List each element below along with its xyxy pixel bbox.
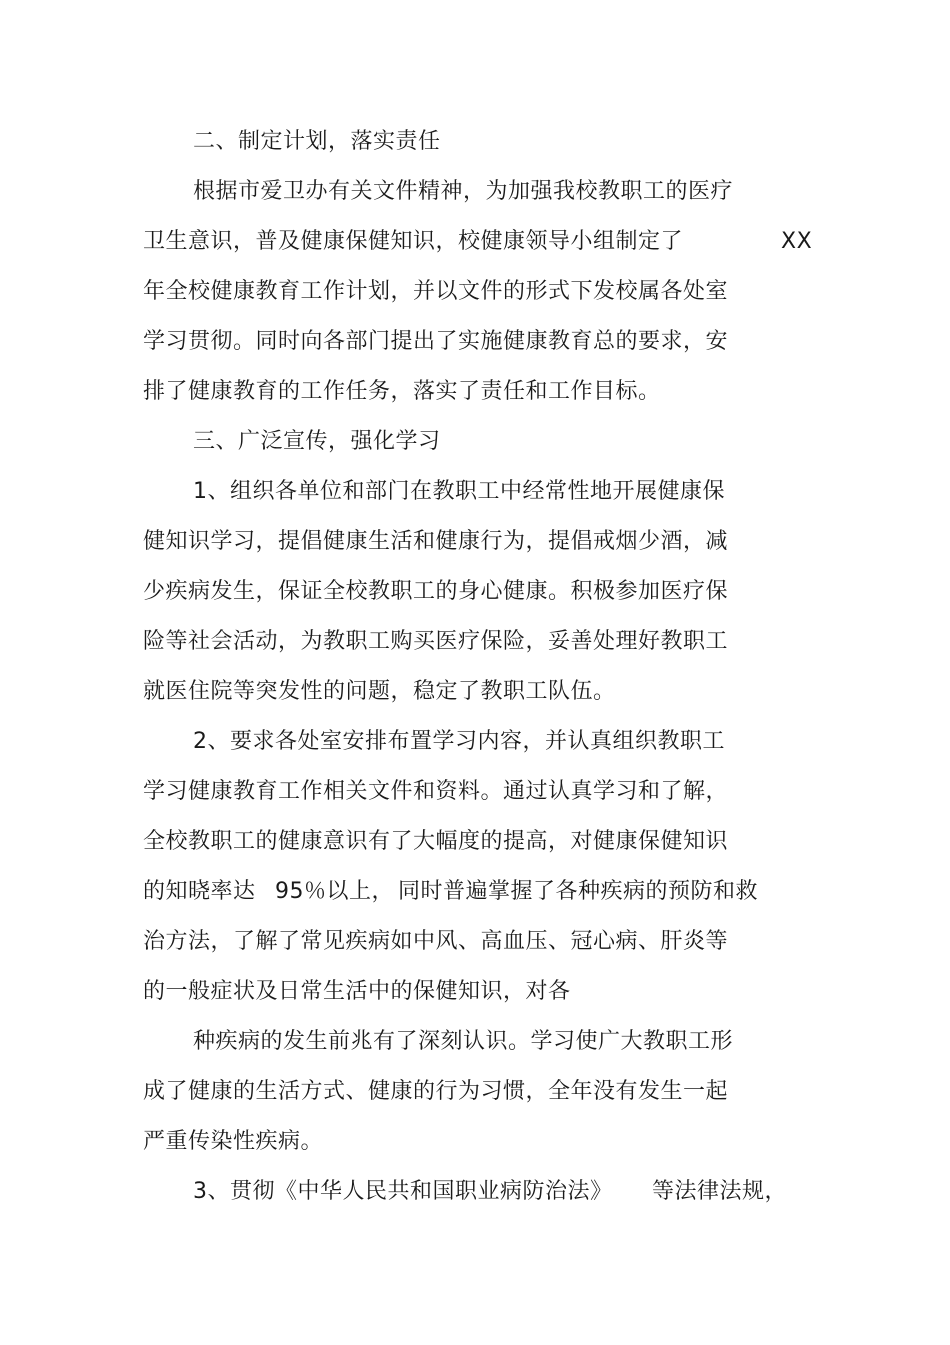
- paragraph-line: 少疾病发生，保证全校教职工的身心健康。积极参加医疗保: [143, 579, 729, 604]
- paragraph-line: 同时普遍掌握了各种疾病的预防和救: [398, 879, 759, 904]
- section-heading-3: 三、广泛宣传，强化学习: [193, 429, 441, 454]
- paragraph-line: 种疾病的发生前兆有了深刻认识。学习使广大教职工形: [193, 1029, 734, 1054]
- paragraph-line: 2、要求各处室安排布置学习内容，并认真组织教职工: [193, 729, 725, 754]
- section-heading-2: 二、制定计划，落实责任: [193, 129, 441, 154]
- paragraph-line: 卫生意识，普及健康保健知识，校健康领导小组制定了: [143, 229, 684, 254]
- paragraph-line: 健知识学习，提倡健康生活和健康行为，提倡戒烟少酒，减: [143, 529, 729, 554]
- paragraph-line: 成了健康的生活方式、健康的行为习惯，全年没有发生一起: [143, 1079, 729, 1104]
- paragraph-line: 1、组织各单位和部门在教职工中经常性地开展健康保: [193, 479, 725, 504]
- paragraph-line: 治方法，了解了常见疾病如中风、高血压、冠心病、肝炎等: [143, 929, 729, 954]
- paragraph-line: 学习贯彻。同时向各部门提出了实施健康教育总的要求，安: [143, 329, 729, 354]
- paragraph-line: 严重传染性疾病。: [143, 1129, 324, 1154]
- paragraph-line-year: XX: [781, 229, 813, 254]
- paragraph-line: 等法律法规，: [652, 1179, 788, 1204]
- paragraph-line: 就医住院等突发性的问题，稳定了教职工队伍。: [143, 679, 616, 704]
- paragraph-line: 排了健康教育的工作任务，落实了责任和工作目标。: [143, 379, 661, 404]
- paragraph-line: 学习健康教育工作相关文件和资料。通过认真学习和了解，: [143, 779, 729, 804]
- paragraph-line: 年全校健康教育工作计划，并以文件的形式下发校属各处室: [143, 279, 729, 304]
- paragraph-line: 的一般症状及日常生活中的保健知识，对各: [143, 979, 571, 1004]
- paragraph-line: 3、贯彻《中华人民共和国职业病防治法》: [193, 1179, 613, 1204]
- paragraph-line: 险等社会活动，为教职工购买医疗保险，妥善处理好教职工: [143, 629, 729, 654]
- paragraph-line: 全校教职工的健康意识有了大幅度的提高，对健康保健知识: [143, 829, 729, 854]
- paragraph-line: 的知晓率达: [143, 879, 256, 904]
- paragraph-line-percent: 95％以上，: [275, 879, 394, 904]
- paragraph-line: 根据市爱卫办有关文件精神，为加强我校教职工的医疗: [193, 179, 734, 204]
